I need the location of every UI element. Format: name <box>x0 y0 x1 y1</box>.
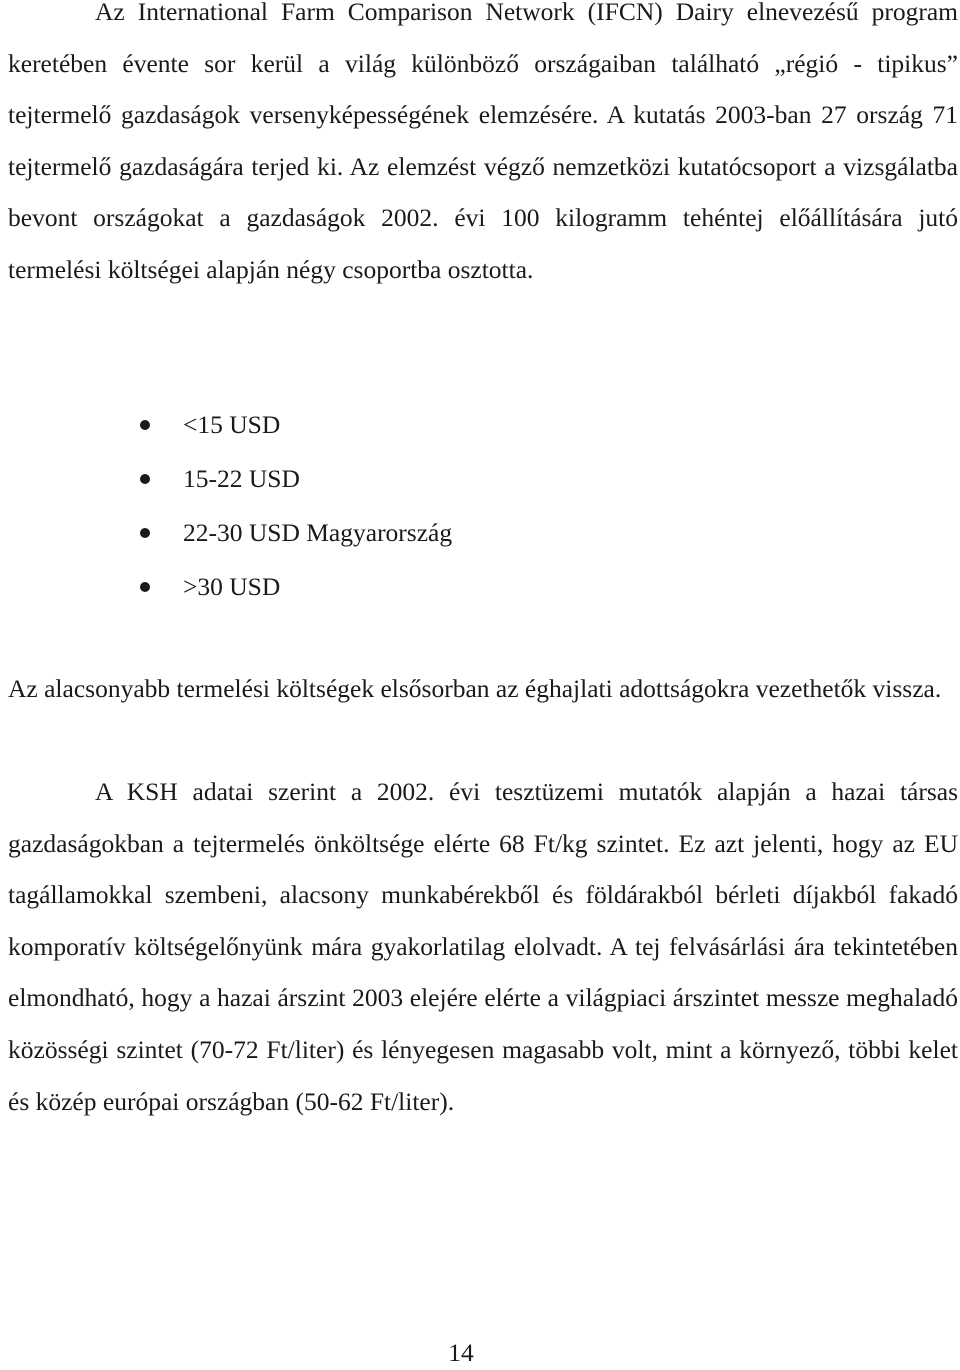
list-item-label: <15 USD <box>183 410 281 439</box>
list-item <box>0 452 960 506</box>
climate-paragraph: Az alacsonyabb termelési költségek elsősorban az éghajlati adottságokra vezethetők vissza. <box>8 674 942 703</box>
bullet-icon <box>140 582 150 592</box>
bullet-icon <box>140 528 150 538</box>
list-item <box>0 398 960 452</box>
page-number: 14 <box>448 1338 474 1367</box>
bullet-icon <box>140 420 150 430</box>
list-item-label: 22-30 USD Magyarország <box>183 518 453 547</box>
ksh-paragraph: A KSH adatai szerint a 2002. évi tesztüzemi mutatók alapján a hazai társas gazdaságokban a tejtermelés önköltsége elérte 68 Ft/kg szintet. Ez azt jelenti, hogy az EU tagállamokkal szembeni, alacsony munkabérekből és földárakból bérleti díjakból fakadó komporatív költségelőnyünk mára gyakorlatilag elolvadt. A tej felvásárlási ára tekintetében elmondható, hogy a hazai árszint 2003 elejére elérte a világpiaci árszintet messze meghaladó közösségi szintet (70-72 Ft/liter) és lényegesen magasabb volt, mint a környező, többi kelet és közép európai országban (50-62 Ft/liter). <box>8 777 958 1116</box>
list-item-label: 15-22 USD <box>183 464 300 493</box>
list-item <box>0 560 960 614</box>
intro-paragraph: Az International Farm Comparison Network (IFCN) Dairy elnevezésű program keretében évente sor kerül a világ különböző országaiban található „régió - tipikus” tejtermelő gazdaságok versenyképességének elemzésére. A kutatás 2003-ban 27 ország 71 tejtermelő gazdaságára terjed ki. Az elemzést végző nemzetközi kutatócsoport a vizsgálatba bevont országokat a gazdaságok 2002. évi 100 kilogramm tehéntej előállítására jutó termelési költségei alapján négy csoportba osztotta. <box>8 0 958 284</box>
bullet-icon <box>140 474 150 484</box>
list-item-label: >30 USD <box>183 572 281 601</box>
cost-group-list <box>0 398 960 614</box>
list-item <box>0 506 960 560</box>
